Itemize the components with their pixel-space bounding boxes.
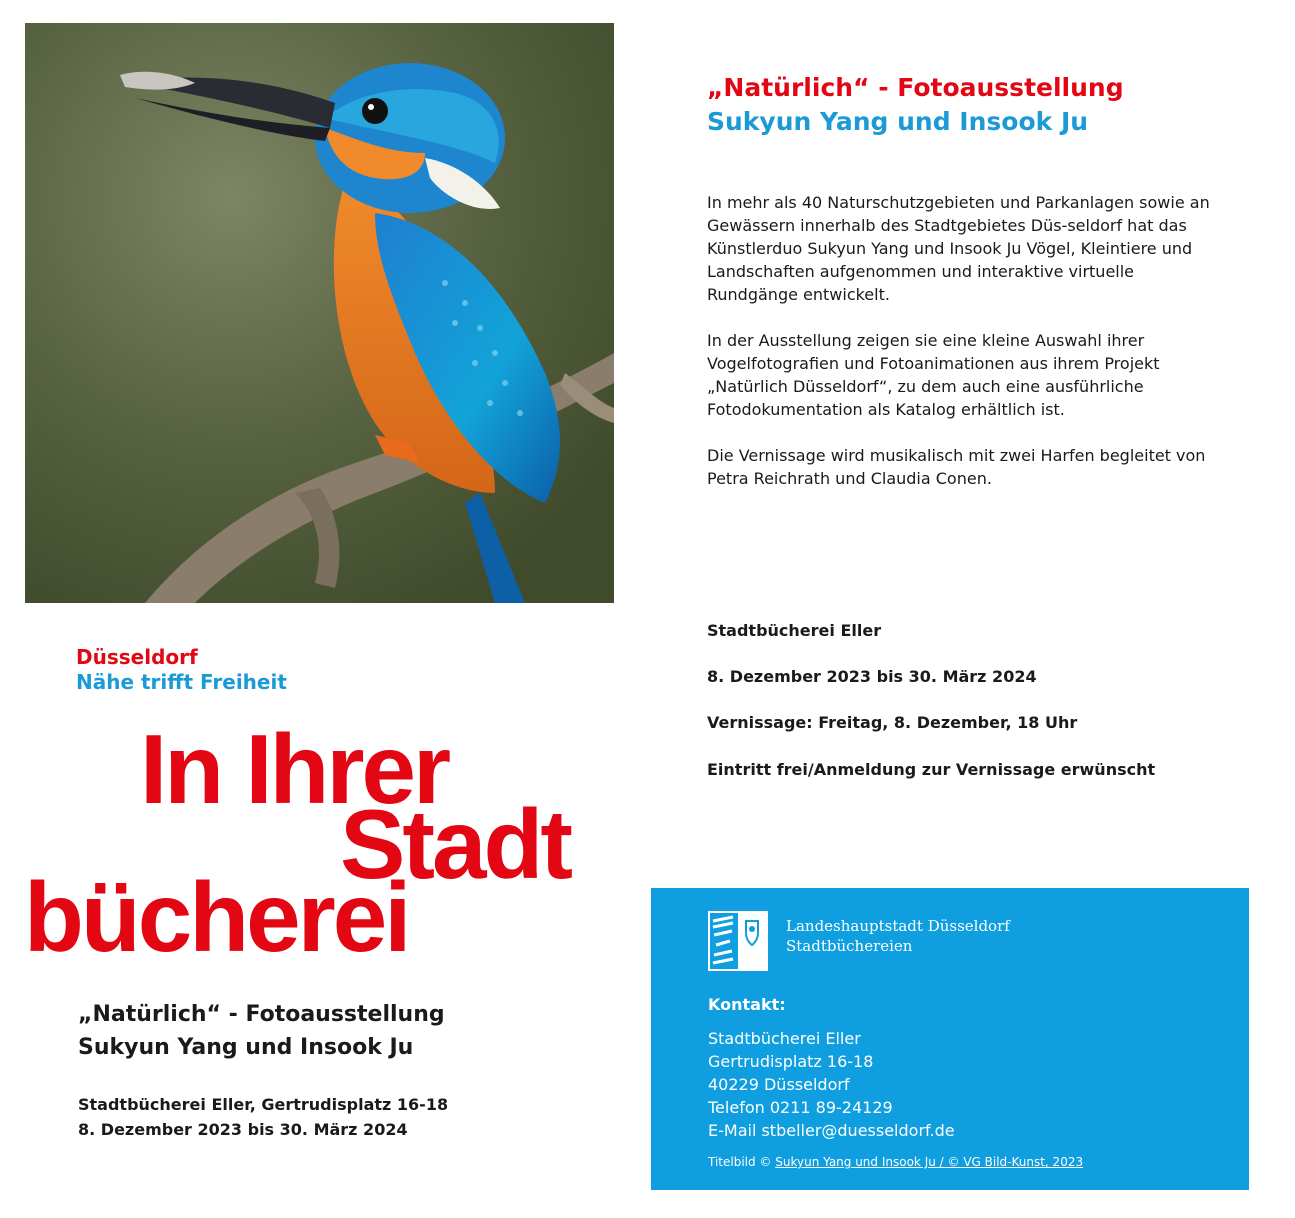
city-name: Düsseldorf — [76, 645, 198, 669]
org-name-line-1: Landeshauptstadt Düsseldorf — [786, 917, 1010, 935]
description-paragraph-3: Die Vernissage wird musikalisch mit zwei Harfen begleitet von Petra Reichrath und Claudia Conen. — [707, 446, 1206, 488]
description — [707, 191, 1217, 513]
event-opening: Vernissage: Freitag, 8. Dezember, 18 Uhr — [707, 713, 1078, 732]
photo-credit — [708, 1155, 1083, 1169]
flyer-title-line-2: Sukyun Yang und Insook Ju — [78, 1035, 414, 1060]
flyer-title-line-1: „Natürlich“ - Fotoausstellung — [78, 1002, 445, 1027]
flyer-address: Stadtbücherei Eller, Gertrudisplatz 16-18 — [78, 1095, 449, 1114]
event-venue: Stadtbücherei Eller — [707, 621, 882, 640]
headline-line-2: Stadt — [340, 789, 570, 899]
contact-line-email: E-Mail stbeller@duesseldorf.de — [708, 1121, 955, 1140]
description-paragraph-1: In mehr als 40 Naturschutzgebieten und Parkanlagen sowie an Gewässern innerhalb des Stadtgebietes Düs-seldorf hat das Künstlerduo Sukyun Yang und Insook Ju Vögel, Kleintiere und Landschaften aufgenommen und interaktive virtuelle Rundgänge entwickelt. — [707, 193, 1210, 304]
contact-box — [651, 888, 1249, 1190]
description-paragraph-2: In der Ausstellung zeigen sie eine kleine Auswahl ihrer Vogelfotografien und Fotoanimationen aus ihrem Projekt „Natürlich Düsseldorf“, zu dem auch eine ausführliche Fotodokumentation als Katalog erhältlich ist. — [707, 331, 1160, 419]
exhibition-title: „Natürlich“ - Fotoausstellung — [707, 73, 1124, 102]
flyer-details — [78, 1092, 448, 1142]
headline-line-3: bücherei — [24, 862, 409, 972]
duesseldorf-coat-of-arms-icon — [708, 911, 768, 971]
photo-credit-prefix: Titelbild © — [708, 1155, 772, 1169]
flyer-dates: 8. Dezember 2023 bis 30. März 2024 — [78, 1120, 408, 1139]
kingfisher-illustration — [25, 23, 614, 603]
contact-details — [708, 1027, 955, 1142]
photo-credit-link[interactable]: Sukyun Yang und Insook Ju / © VG Bild-Kunst, 2023 — [775, 1155, 1084, 1169]
contact-label: Kontakt: — [708, 995, 786, 1014]
headline-line-1: In Ihrer — [140, 714, 449, 824]
contact-line-venue: Stadtbücherei Eller — [708, 1029, 861, 1048]
contact-line-city: 40229 Düsseldorf — [708, 1075, 850, 1094]
contact-line-street: Gertrudisplatz 16-18 — [708, 1052, 874, 1071]
contact-line-phone: Telefon 0211 89-24129 — [708, 1098, 893, 1117]
event-dates: 8. Dezember 2023 bis 30. März 2024 — [707, 667, 1037, 686]
org-name — [786, 916, 1010, 956]
event-admission: Eintritt frei/Anmeldung zur Vernissage erwünscht — [707, 760, 1156, 779]
city-slogan: Nähe trifft Freiheit — [76, 670, 287, 694]
flyer-title — [78, 998, 445, 1064]
org-name-line-2: Stadtbüchereien — [786, 937, 913, 955]
kingfisher-photo — [25, 23, 614, 603]
artists-title: Sukyun Yang und Insook Ju — [707, 107, 1089, 136]
